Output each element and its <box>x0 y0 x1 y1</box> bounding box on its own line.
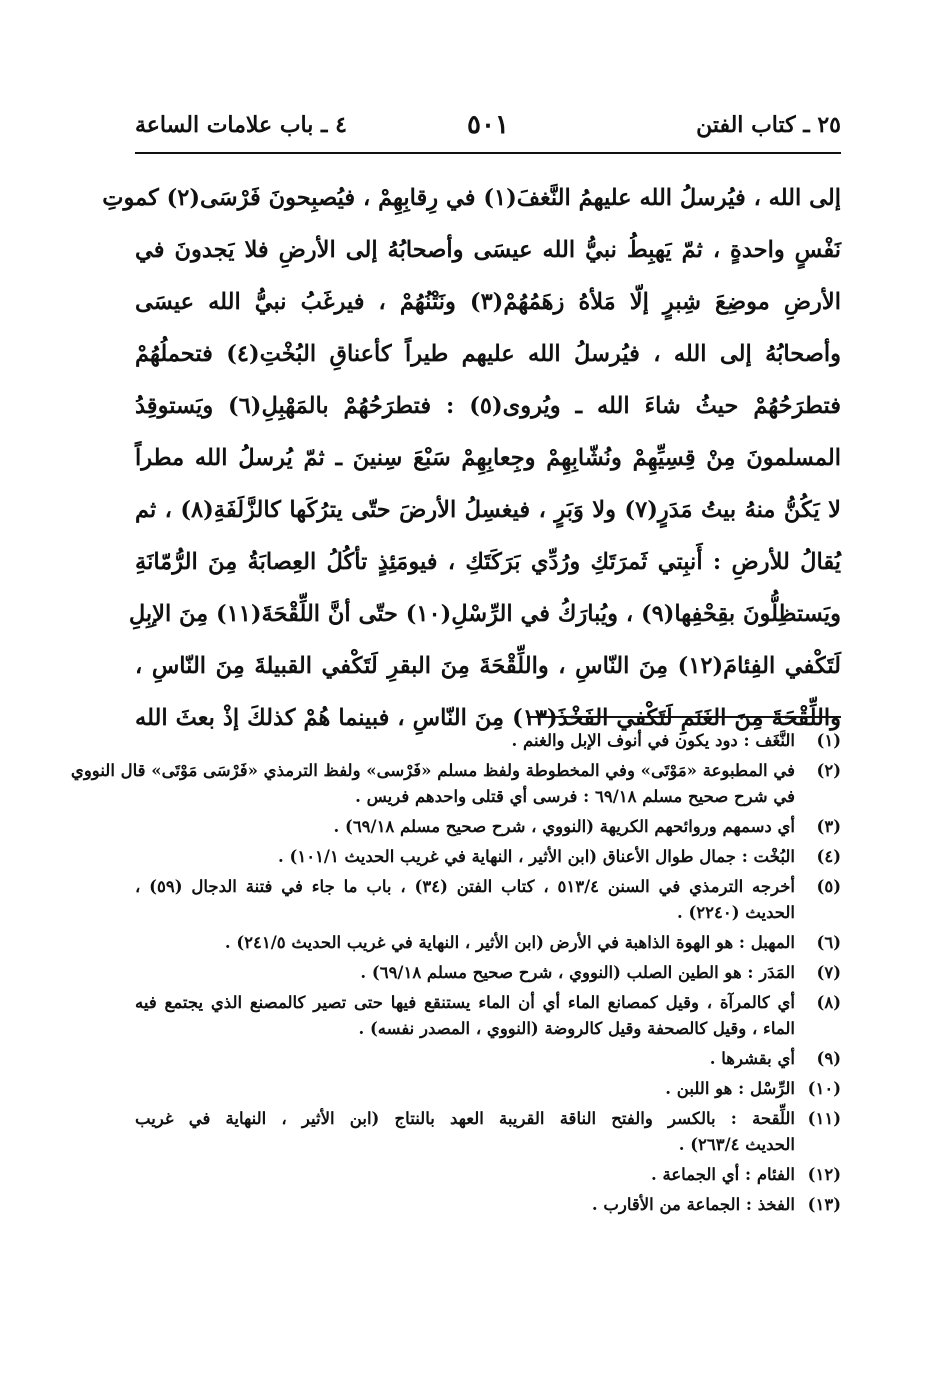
footnote-line: في شرح صحيح مسلم ٦٩/١٨ : فرسى أي قتلى واحدهم فريس . <box>355 787 795 806</box>
footnote-line: الحديث (٢٢٤٠) . <box>676 903 795 922</box>
footnote-text <box>135 1046 795 1072</box>
footnote-line: الماء ، وقيل كالصحفة وقيل كالروضة (النووي ، المصدر نفسه) . <box>358 1019 795 1038</box>
footnote-number: (٨) <box>816 993 841 1012</box>
footnote-number: (١١) <box>807 1109 841 1128</box>
footnote <box>135 1192 841 1218</box>
text-line: الأرضِ موضِعَ شِبرٍ إلّا مَلأهُ زهَمُهُمْ(٣) ونَتْنُهُمْ ، فيرغَبُ نبيُّ الله عيسَى <box>135 289 841 315</box>
footnote-line: الرِّسْل : هو اللبن . <box>665 1079 795 1098</box>
footnote-text <box>135 1192 795 1218</box>
footnote <box>135 1076 841 1102</box>
footnote <box>135 960 841 986</box>
footnote-line: أي كالمرآة ، وقيل كمصانع الماء أي أن الماء يستنقع فيها حتى تصير كالمصنع الذي يجتمع فيه <box>135 993 795 1012</box>
footnote-number: (١٣) <box>807 1195 841 1214</box>
footnote-number: (١٠) <box>807 1079 841 1098</box>
text-line: فتطرَحُهُمْ حيثُ شاءَ الله ـ ويُروى(٥) : فتطرَحُهُمْ بالمَهْبِلِ(٦) ويَستوقِدُ <box>135 393 841 419</box>
text-line: المسلمونَ مِنْ قِسِيِّهِمْ ونُشّابِهِمْ وجِعابِهِمْ سَبْعَ سِنينَ ـ ثمّ يُرسلُ الله مطراً <box>135 445 841 471</box>
footnote <box>135 1106 841 1158</box>
footnote-text <box>135 728 795 754</box>
footnote <box>135 990 841 1042</box>
footnote <box>70 758 841 810</box>
footnote-line: أي دسمهم وروائحهم الكريهة (النووي ، شرح صحيح مسلم ٦٩/١٨) . <box>333 817 795 836</box>
footnote <box>135 1046 841 1072</box>
footnote-line: المَدَر : هو الطين الصلب (النووي ، شرح صحيح مسلم ٦٩/١٨) . <box>360 963 795 982</box>
footnote-text <box>135 990 795 1042</box>
footnotes <box>70 728 841 1222</box>
footnote-line: الحديث ٢٦٣/٤) . <box>678 1135 795 1154</box>
footnote-text <box>135 814 795 840</box>
footnote-line: أي بقشرها . <box>709 1049 795 1068</box>
text-line: واللِّقْحَةَ مِنَ الغَنَمِ لَتَكْفي الفَخْذَ(١٣) مِنَ النّاسِ ، فبينما هُمْ كذلكَ إذْ بعثَ الله <box>135 705 841 731</box>
text-line: ويَستظِلُّونَ بقِحْفِها(٩) ، ويُبارَكُ في الرِّسْلِ(١٠) حتّى أنَّ اللِّقْحَةَ(١١) مِنَ الإبِلِ <box>128 601 841 627</box>
footnote <box>135 728 841 754</box>
text-line: وأصحابُهُ إلى الله ، فيُرسلُ الله عليهم طيراً كأعناقِ البُخْتِ(٤) فتحملُهُمْ <box>135 341 842 367</box>
footnote-text <box>135 1076 795 1102</box>
footnote-line: النَّغَف : دود يكون في أنوف الإبل والغنم . <box>511 731 795 750</box>
footnote-number: (٧) <box>816 963 841 982</box>
text-line: إلى الله ، فيُرسلُ الله عليهمُ النَّغفَ(١) في رِقابِهِمْ ، فيُصبِحونَ فَرْسَى(٢) كموتِ <box>102 185 841 211</box>
footnote-line: المهبل : هو الهوة الذاهبة في الأرض (ابن الأثير ، النهاية في غريب الحديث ٢٤١/٥) . <box>224 933 795 952</box>
footnote-line: في المطبوعة «مَوْتَى» وفي المخطوطة ولفظ مسلم «فَرْسى» ولفظ الترمذي «فَرْسَى مَوْتَى» قال النووي <box>70 761 795 780</box>
footnote-text <box>135 1162 795 1188</box>
main-text <box>102 172 842 744</box>
footnote <box>135 930 841 956</box>
section-title: ٤ ـ باب علامات الساعة <box>135 112 347 138</box>
footnote-number: (٦) <box>816 933 841 952</box>
footnote-number: (١٢) <box>807 1165 841 1184</box>
footnote-number: (٢) <box>816 761 841 780</box>
footnote-text <box>135 960 795 986</box>
footnote-text <box>135 1106 795 1158</box>
footnote-number: (٤) <box>816 847 841 866</box>
footnote-separator <box>527 716 841 718</box>
page-header <box>135 108 841 154</box>
footnote-number: (٣) <box>816 817 841 836</box>
footnote-text <box>71 758 795 810</box>
footnote-line: الفئام : أي الجماعة . <box>650 1165 795 1184</box>
text-line: يُقالُ للأرضِ : أَنبِتي ثَمرَتَكِ ورُدِّي بَرَكَتَكِ ، فيومَئِذٍ تأكُلُ العِصابَةُ مِنَ الرُّمّانَةِ <box>135 549 841 575</box>
footnote-line: الفخذ : الجماعة من الأقارب . <box>591 1195 795 1214</box>
footnote-number: (٩) <box>816 1049 841 1068</box>
footnote-line: أخرجه الترمذي في السنن ٥١٣/٤ ، كتاب الفتن (٣٤) ، باب ما جاء في فتنة الدجال (٥٩) ، <box>135 877 795 896</box>
text-line: لَتَكْفي الفِئامَ(١٢) مِنَ النّاسِ ، واللِّقْحَةَ مِنَ البقرِ لَتَكْفي القبيلةَ مِنَ النّاسِ ، <box>135 653 841 679</box>
text-line: لا يَكُنُّ منهُ بيتُ مَدَرٍ(٧) ولا وَبَرٍ ، فيغسِلُ الأرضَ حتّى يترُكَها كالزَّلَفَةِ(٨) ، ثم <box>135 497 842 523</box>
footnote-line: اللِّقحة : بالكسر والفتح الناقة القريبة العهد بالنتاج (ابن الأثير ، النهاية في غريب <box>135 1109 795 1128</box>
footnote-text <box>135 930 795 956</box>
footnote <box>135 844 841 870</box>
page-number: ٥٠١ <box>467 110 509 140</box>
footnote <box>135 814 841 840</box>
footnote-text <box>135 844 795 870</box>
footnote-number: (٥) <box>816 877 841 896</box>
footnote-line: البُخْت : جمال طوال الأعناق (ابن الأثير ، النهاية في غريب الحديث ١٠١/١) . <box>278 847 795 866</box>
chapter-title: ٢٥ ـ كتاب الفتن <box>696 112 841 138</box>
footnote-number: (١) <box>816 731 841 750</box>
footnote <box>135 874 841 926</box>
footnote-text <box>135 874 795 926</box>
text-line: نَفْسٍ واحدةٍ ، ثمّ يَهبِطُ نبيُّ الله عيسَى وأصحابُهُ إلى الأرضِ فلا يَجدونَ في <box>135 237 841 263</box>
footnote <box>135 1162 841 1188</box>
